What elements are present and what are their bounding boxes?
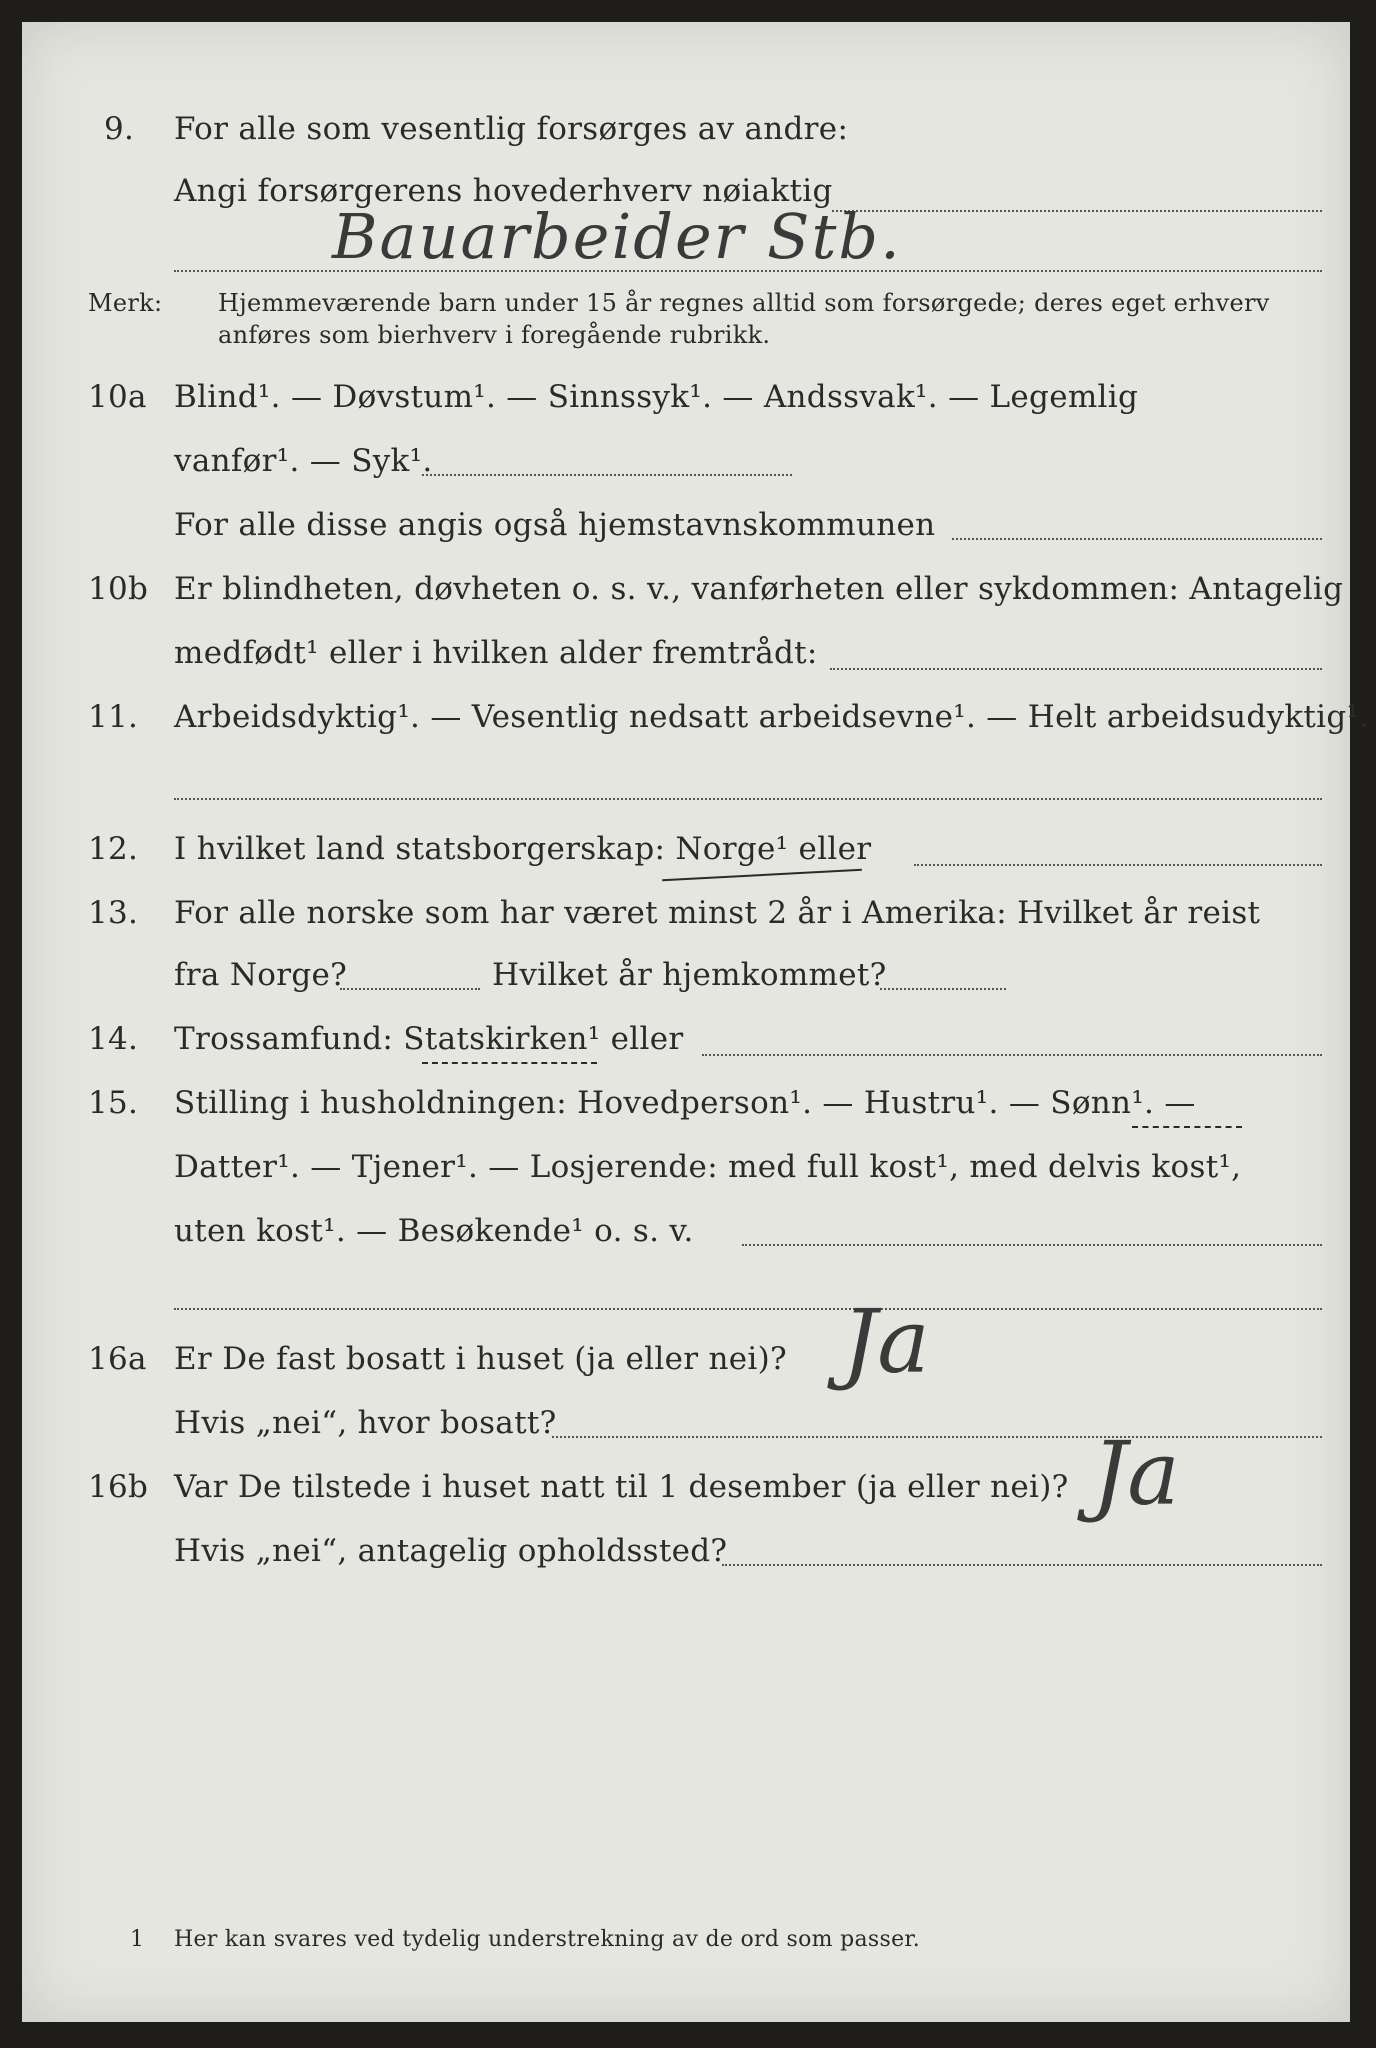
q16b-handwritten-answer: Ja bbox=[1092, 1422, 1180, 1525]
q9-answer-line-2 bbox=[174, 270, 1322, 272]
merk-line1: Hjemmeværende barn under 15 år regnes alltid som forsørgede; deres eget erhverv bbox=[218, 289, 1270, 317]
q15-answer-line-2 bbox=[174, 1308, 1322, 1310]
footnote-mark: 1 bbox=[130, 1927, 145, 1952]
q16a-handwritten-answer: Ja bbox=[842, 1290, 930, 1393]
q9-answer-line bbox=[832, 210, 1322, 212]
q10a-kommune-line bbox=[952, 538, 1322, 540]
q10b-answer-line bbox=[830, 668, 1322, 670]
q16a-line1: Er De fast bosatt i huset (ja eller nei)? bbox=[174, 1341, 787, 1377]
q9-line1: For alle som vesentlig forsørges av andre: bbox=[174, 111, 849, 147]
q9-line2: Angi forsørgerens hovederhverv nøiaktig bbox=[174, 173, 833, 209]
q13-hjemkommet-line bbox=[880, 988, 1006, 990]
q10b-number: 10b bbox=[88, 571, 149, 607]
q13-line2b: Hvilket år hjemkommet? bbox=[492, 957, 887, 993]
q16a-number: 16a bbox=[88, 1341, 147, 1377]
q15-line1: Stilling i husholdningen: Hovedperson¹. — Hustru¹. — Sønn¹. — bbox=[174, 1085, 1196, 1121]
q14-number: 14. bbox=[88, 1021, 139, 1057]
q14-answer-line bbox=[702, 1054, 1322, 1056]
q9-handwritten-answer: Bauarbeider Stb. bbox=[332, 200, 902, 273]
q16a-answer-line bbox=[552, 1436, 1322, 1438]
q13-line1: For alle norske som har været minst 2 år i Amerika: Hvilket år reist bbox=[174, 895, 1261, 931]
q16b-number: 16b bbox=[88, 1469, 149, 1505]
merk-label: Merk: bbox=[88, 289, 163, 317]
q10a-line3: For alle disse angis også hjemstavnskommunen bbox=[174, 507, 936, 543]
q10a-syk-line bbox=[422, 474, 792, 476]
q10b-line1: Er blindheten, døvheten o. s. v., vanførheten eller sykdommen: Antagelig bbox=[174, 571, 1344, 607]
q13-line2a: fra Norge? bbox=[174, 957, 348, 993]
q12-line1: I hvilket land statsborgerskap: Norge¹ eller bbox=[174, 831, 872, 867]
q15-number: 15. bbox=[88, 1085, 139, 1121]
q13-number: 13. bbox=[88, 895, 139, 931]
q14-line1: Trossamfund: Statskirken¹ eller bbox=[174, 1021, 684, 1057]
q10a-number: 10a bbox=[88, 379, 147, 415]
q11-line1: Arbeidsdyktig¹. — Vesentlig nedsatt arbeidsevne¹. — Helt arbeidsudyktig¹. bbox=[174, 699, 1370, 735]
census-form-page bbox=[22, 22, 1370, 2022]
footnote-text: Her kan svares ved tydelig understrekning av de ord som passer. bbox=[174, 1927, 921, 1952]
q13-reist-line bbox=[340, 988, 480, 990]
q16b-line1: Var De tilstede i huset natt til 1 desember (ja eller nei)? bbox=[174, 1469, 1069, 1505]
q12-number: 12. bbox=[88, 831, 139, 867]
q15-line2: Datter¹. — Tjener¹. — Losjerende: med full kost¹, med delvis kost¹, bbox=[174, 1149, 1242, 1185]
q11-number: 11. bbox=[88, 699, 139, 735]
q16a-line2: Hvis „nei“, hvor bosatt? bbox=[174, 1405, 557, 1441]
q15-line3: uten kost¹. — Besøkende¹ o. s. v. bbox=[174, 1213, 694, 1249]
merk-line2: anføres som bierhverv i foregående rubrikk. bbox=[218, 321, 771, 349]
q11-answer-line bbox=[174, 798, 1322, 800]
q10b-line2: medfødt¹ eller i hvilken alder fremtrådt: bbox=[174, 635, 818, 671]
q15-answer-line bbox=[742, 1244, 1322, 1246]
q16b-line2: Hvis „nei“, antagelig opholdssted? bbox=[174, 1533, 728, 1569]
q15-sonn-underline bbox=[1132, 1126, 1242, 1128]
q16b-answer-line bbox=[722, 1564, 1322, 1566]
q10a-line2: vanfør¹. — Syk¹. bbox=[174, 443, 433, 479]
q12-norge-underline bbox=[662, 869, 862, 881]
q10a-line1: Blind¹. — Døvstum¹. — Sinnssyk¹. — Andssvak¹. — Legemlig bbox=[174, 379, 1139, 415]
q14-statskirken-underline bbox=[422, 1062, 597, 1064]
q9-number: 9. bbox=[104, 111, 135, 147]
q12-answer-line bbox=[914, 864, 1322, 866]
